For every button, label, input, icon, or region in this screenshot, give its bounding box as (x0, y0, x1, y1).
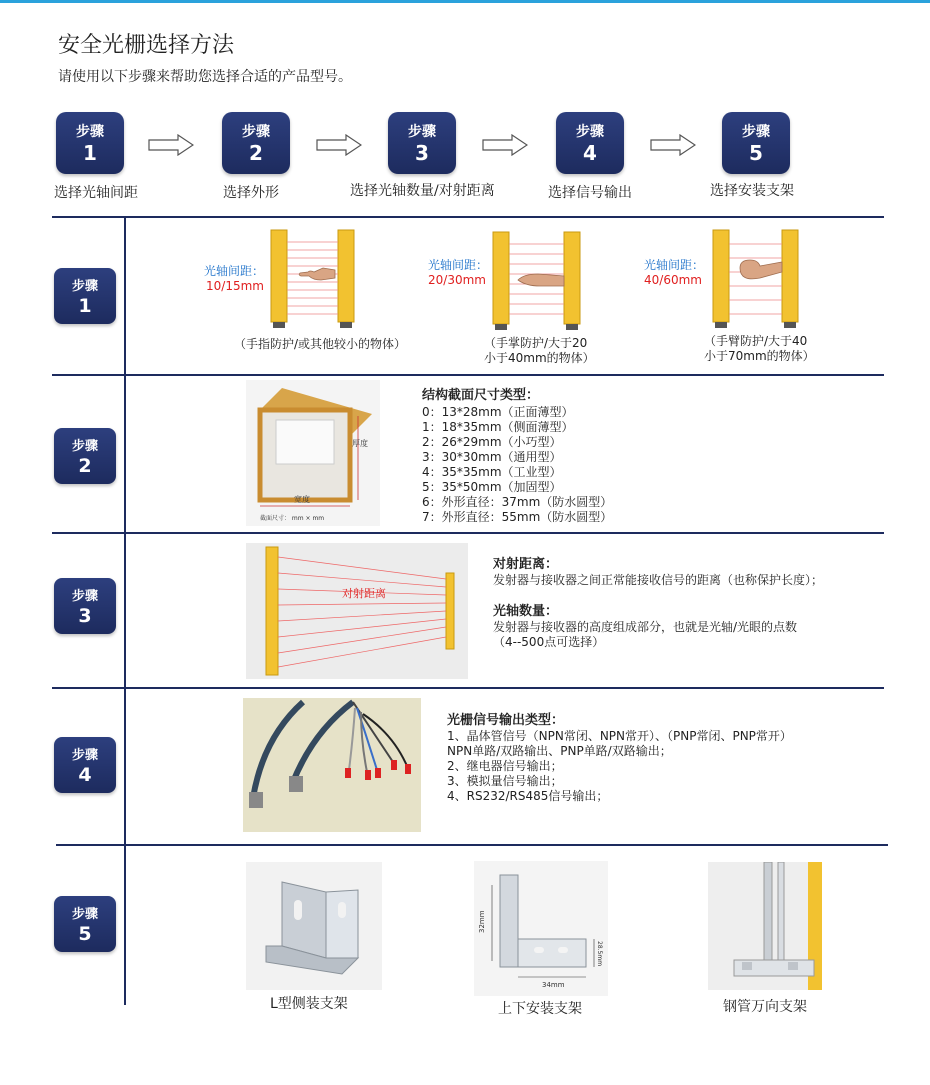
arrow-right-icon (650, 134, 696, 156)
svg-text:厚度: 厚度 (352, 439, 368, 448)
row2-line: 0：13*28mm（正面薄型） (422, 405, 574, 419)
row1-item2-label: 光轴间距： (428, 258, 489, 272)
step-2-label: 选择外形 (223, 185, 279, 201)
row2-line: 4：35*35mm（工业型） (422, 465, 562, 479)
page-title: 安全光栅选择方法 (58, 33, 235, 58)
row1-item3-value: 40/60mm (644, 273, 702, 287)
step-2-box: 步骤 2 (222, 112, 290, 174)
cable-connector-image (243, 698, 421, 832)
row2-line: 1：18*35mm（侧面薄型） (422, 420, 574, 434)
step-5-label: 选择安装支架 (710, 183, 794, 199)
step-1-label: 选择光轴间距 (54, 185, 138, 201)
row3-heading-1: 对射距离： (493, 557, 559, 572)
arrow-right-icon (482, 134, 528, 156)
row3-text-3: （4--500点可选择） (493, 635, 605, 649)
row1-item3-label: 光轴间距： (644, 258, 705, 272)
arrow-right-icon (316, 134, 362, 156)
bracket-1-label: L型侧装支架 (270, 996, 348, 1012)
row2-line: 3：30*30mm（通用型） (422, 450, 562, 464)
svg-text:截面尺寸： mm × mm: 截面尺寸： mm × mm (260, 515, 325, 522)
row4-line: 2、继电器信号输出； (447, 759, 563, 773)
row1-item2-value: 20/30mm (428, 273, 486, 287)
row2-line: 6：外形直径：37mm（防水圆型） (422, 495, 613, 509)
row-3-box: 步骤 3 (54, 578, 116, 634)
step-3-label: 选择光轴数量/对射距离 (350, 183, 495, 199)
top-accent-line (0, 0, 930, 3)
universal-bracket-image (708, 862, 822, 990)
finger-protection-image (268, 228, 364, 330)
up-down-bracket-image (474, 861, 608, 996)
row1-item1-label: 光轴间距： (204, 264, 265, 278)
profile-cross-section-image (246, 380, 380, 526)
divider-line (52, 532, 884, 534)
row1-item1-value: 10/15mm (206, 279, 264, 293)
arm-protection-image (710, 228, 806, 330)
row1-item3-desc2: 小于70mm的物体） (704, 349, 815, 363)
row-2-box: 步骤 2 (54, 428, 116, 484)
palm-protection-image (490, 230, 586, 332)
step-1-box: 步骤 1 (56, 112, 124, 174)
row2-line: 7：外形直径：55mm（防水圆型） (422, 510, 613, 524)
step-4-label: 选择信号输出 (548, 185, 632, 201)
row3-heading-2: 光轴数量： (493, 604, 559, 619)
arrow-right-icon (148, 134, 194, 156)
svg-text:对射距离: 对射距离 (342, 587, 386, 600)
svg-text:28.5mm: 28.5mm (596, 941, 603, 967)
row2-heading: 结构截面尺寸类型： (422, 388, 540, 403)
row4-line: 1、晶体管信号（NPN常闭、NPN常开）、（PNP常闭、PNP常开） (447, 729, 792, 743)
l-bracket-image (246, 862, 382, 990)
row3-text-2: 发射器与接收器的高度组成部分，也就是光轴/光眼的点数 (493, 620, 798, 634)
svg-text:34mm: 34mm (542, 981, 565, 989)
row3-text-1: 发射器与接收器之间正常能接收信号的距离（也称保护长度）； (493, 573, 824, 587)
step-4-box: 步骤 4 (556, 112, 624, 174)
row-1-box: 步骤 1 (54, 268, 116, 324)
divider-line (52, 374, 884, 376)
row-4-box: 步骤 4 (54, 737, 116, 793)
row4-heading: 光栅信号输出类型： (447, 713, 565, 728)
detection-distance-image (246, 543, 468, 679)
divider-line (52, 216, 884, 218)
vertical-divider (124, 218, 126, 1005)
row2-line: 2：26*29mm（小巧型） (422, 435, 562, 449)
divider-line (52, 687, 884, 689)
row1-item1-desc: （手指防护/或其他较小的物体） (234, 337, 407, 351)
row1-item2-desc: （手掌防护/大于20 (484, 336, 588, 350)
svg-text:宽度: 宽度 (294, 495, 310, 504)
page-subtitle: 请使用以下步骤来帮助您选择合适的产品型号。 (58, 69, 352, 85)
row1-item2-desc2: 小于40mm的物体） (484, 351, 595, 365)
row2-line: 5：35*50mm（加固型） (422, 480, 562, 494)
row4-line: NPN单路/双路输出、PNP单路/双路输出； (447, 744, 672, 758)
row4-line: 4、RS232/RS485信号输出； (447, 789, 609, 803)
row-5-box: 步骤 5 (54, 896, 116, 952)
divider-line (56, 844, 888, 846)
bracket-2-label: 上下安装支架 (498, 1001, 582, 1017)
row1-item3-desc: （手臂防护/大于40 (704, 334, 808, 348)
step-5-box: 步骤 5 (722, 112, 790, 174)
step-3-box: 步骤 3 (388, 112, 456, 174)
svg-text:32mm: 32mm (478, 910, 486, 933)
bracket-3-label: 钢管万向支架 (723, 999, 807, 1015)
row4-line: 3、模拟量信号输出； (447, 774, 563, 788)
